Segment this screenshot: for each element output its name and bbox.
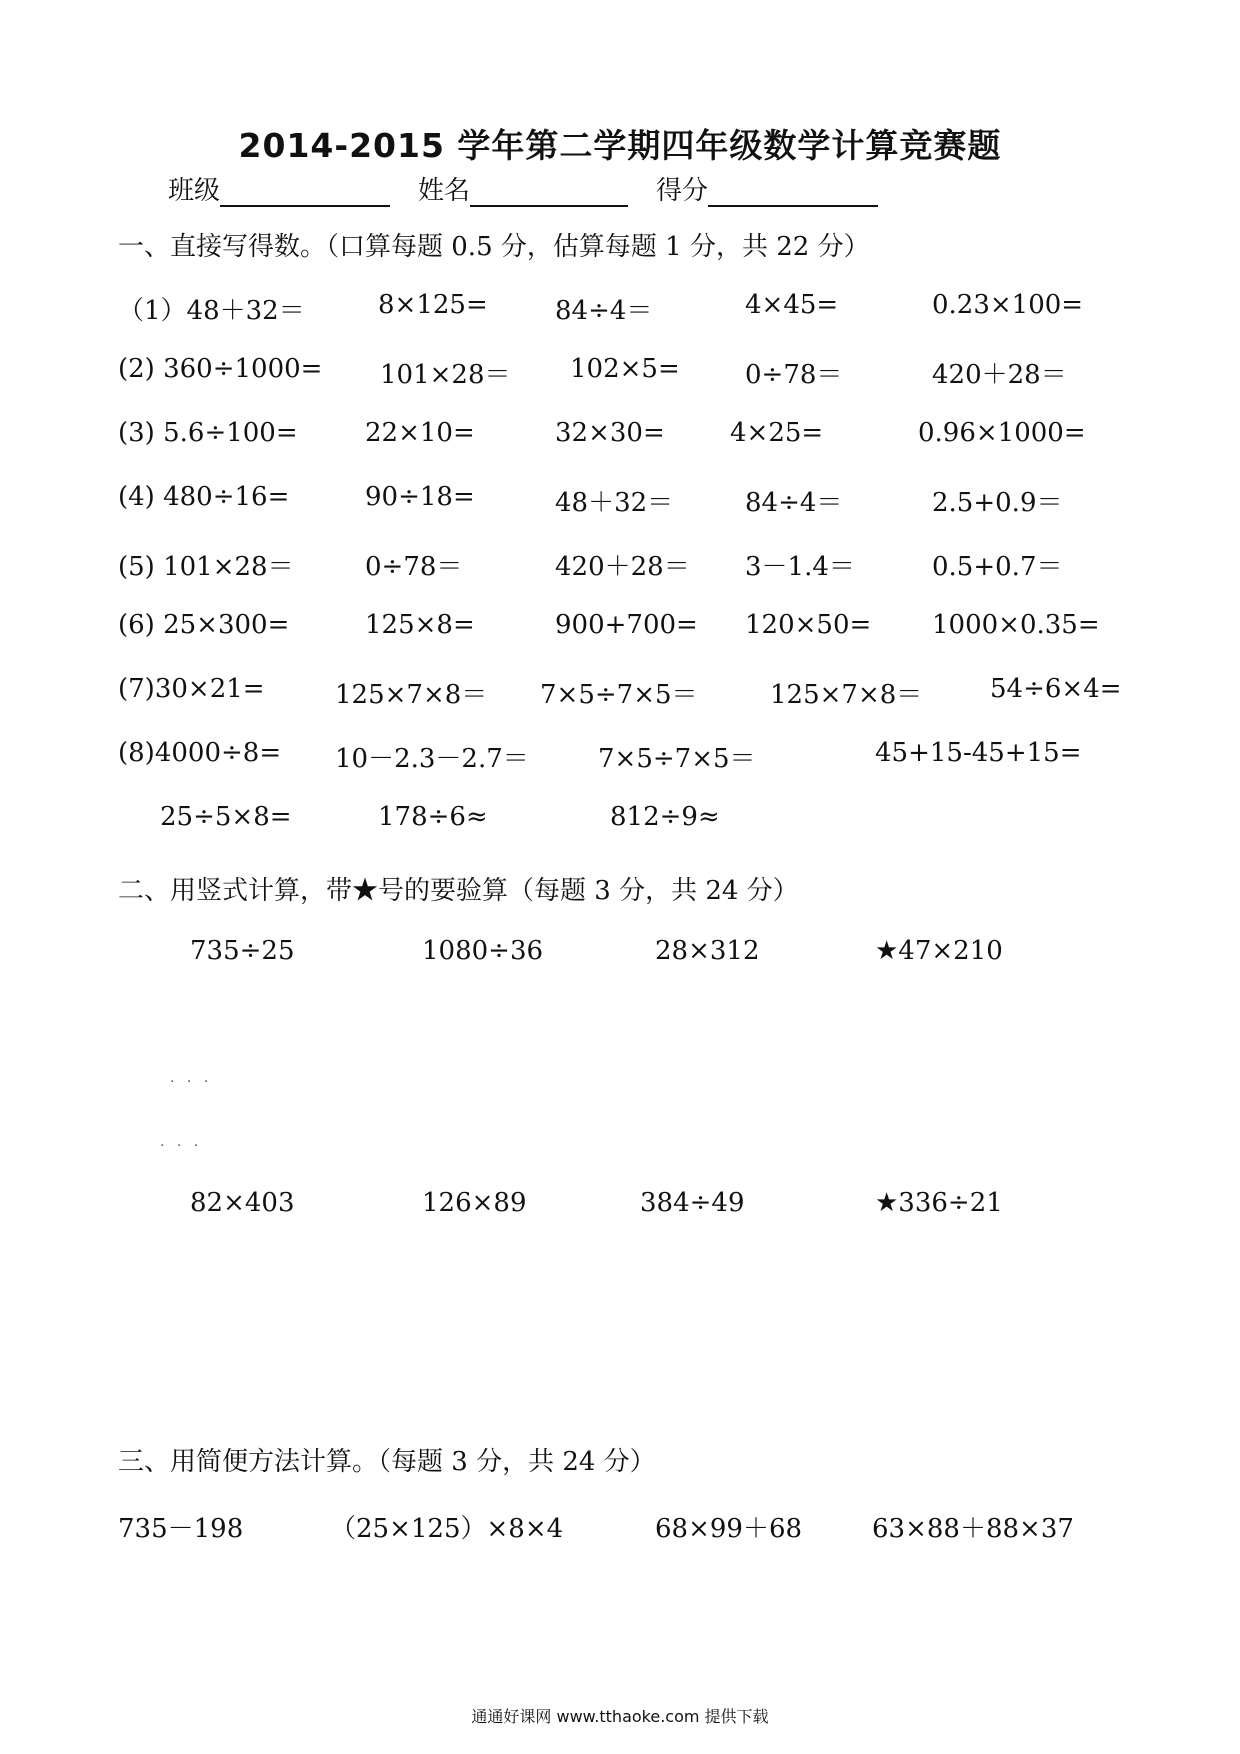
problem: (5) 101×28＝: [118, 552, 294, 582]
problem: 126×89: [422, 1188, 527, 1218]
scan-speck: . . .: [160, 1134, 203, 1150]
problem: (2) 360÷1000=: [118, 354, 323, 384]
problem: (3) 5.6÷100=: [118, 418, 298, 448]
problem: （25×125）×8×4: [330, 1514, 564, 1544]
problem: 63×88＋88×37: [872, 1514, 1074, 1544]
problem: 90÷18=: [365, 482, 475, 512]
problem: 812÷9≈: [610, 802, 720, 832]
problem: 735－198: [118, 1514, 244, 1544]
problem: ★47×210: [875, 936, 1003, 966]
name-label: 姓名: [418, 176, 471, 206]
scan-speck: . . .: [170, 1070, 213, 1086]
problem: 125×7×8＝: [770, 680, 923, 710]
section3-title: 三、用简便方法计算。（每题 3 分，共 24 分）: [118, 1447, 656, 1477]
problem: 82×403: [190, 1188, 295, 1218]
problem: （1）48＋32＝: [118, 296, 305, 326]
problem: ★336÷21: [875, 1188, 1003, 1218]
page-title: 2014-2015 学年第二学期四年级数学计算竞赛题: [238, 126, 1002, 165]
problem: 4×25=: [730, 418, 824, 448]
problem: 4×45=: [745, 290, 839, 320]
problem: 45+15-45+15=: [875, 738, 1082, 768]
problem: (8)4000÷8=: [118, 738, 282, 768]
problem: 900+700=: [555, 610, 698, 640]
problem: 420＋28＝: [932, 360, 1067, 390]
class-blank[interactable]: [220, 175, 390, 207]
problem: 84÷4＝: [745, 488, 843, 518]
problem: 101×28＝: [380, 360, 511, 390]
problem: 178÷6≈: [378, 802, 488, 832]
footer-source: 通通好课网 www.tthaoke.com 提供下载: [471, 1707, 769, 1726]
name-blank[interactable]: [470, 175, 628, 207]
problem: 0÷78＝: [745, 360, 843, 390]
problem: 10－2.3－2.7＝: [335, 744, 529, 774]
problem: 25÷5×8=: [160, 802, 292, 832]
problem: 8×125=: [378, 290, 488, 320]
problem: 125×8=: [365, 610, 475, 640]
problem: 420＋28＝: [555, 552, 690, 582]
problem: 7×5÷7×5＝: [540, 680, 698, 710]
problem: (4) 480÷16=: [118, 482, 290, 512]
problem: 102×5=: [570, 354, 680, 384]
problem: 0÷78＝: [365, 552, 463, 582]
problem: 1000×0.35=: [932, 610, 1100, 640]
student-info-row: [168, 173, 906, 207]
problem: 32×30=: [555, 418, 665, 448]
section2-title: 二、用竖式计算，带★号的要验算（每题 3 分，共 24 分）: [118, 876, 799, 906]
problem: 125×7×8＝: [335, 680, 488, 710]
problem: 22×10=: [365, 418, 475, 448]
problem: 120×50=: [745, 610, 872, 640]
problem: 2.5+0.9＝: [932, 488, 1063, 518]
problem: (6) 25×300=: [118, 610, 290, 640]
problem: 28×312: [655, 936, 760, 966]
problem: 1080÷36: [422, 936, 544, 966]
problem: 7×5÷7×5＝: [598, 744, 756, 774]
score-label: 得分: [656, 176, 709, 206]
problem: 68×99＋68: [655, 1514, 803, 1544]
problem: (7)30×21=: [118, 674, 265, 704]
problem: 735÷25: [190, 936, 295, 966]
problem: 84÷4＝: [555, 296, 653, 326]
score-blank[interactable]: [708, 175, 878, 207]
problem: 0.96×1000=: [918, 418, 1086, 448]
section1-title: 一、直接写得数。（口算每题 0.5 分，估算每题 1 分，共 22 分）: [118, 232, 870, 262]
problem: 0.5+0.7＝: [932, 552, 1063, 582]
problem: 3－1.4＝: [745, 552, 855, 582]
problem: 48＋32＝: [555, 488, 674, 518]
problem: 54÷6×4=: [990, 674, 1122, 704]
problem: 384÷49: [640, 1188, 745, 1218]
class-label: 班级: [168, 176, 221, 206]
problem: 0.23×100=: [932, 290, 1084, 320]
